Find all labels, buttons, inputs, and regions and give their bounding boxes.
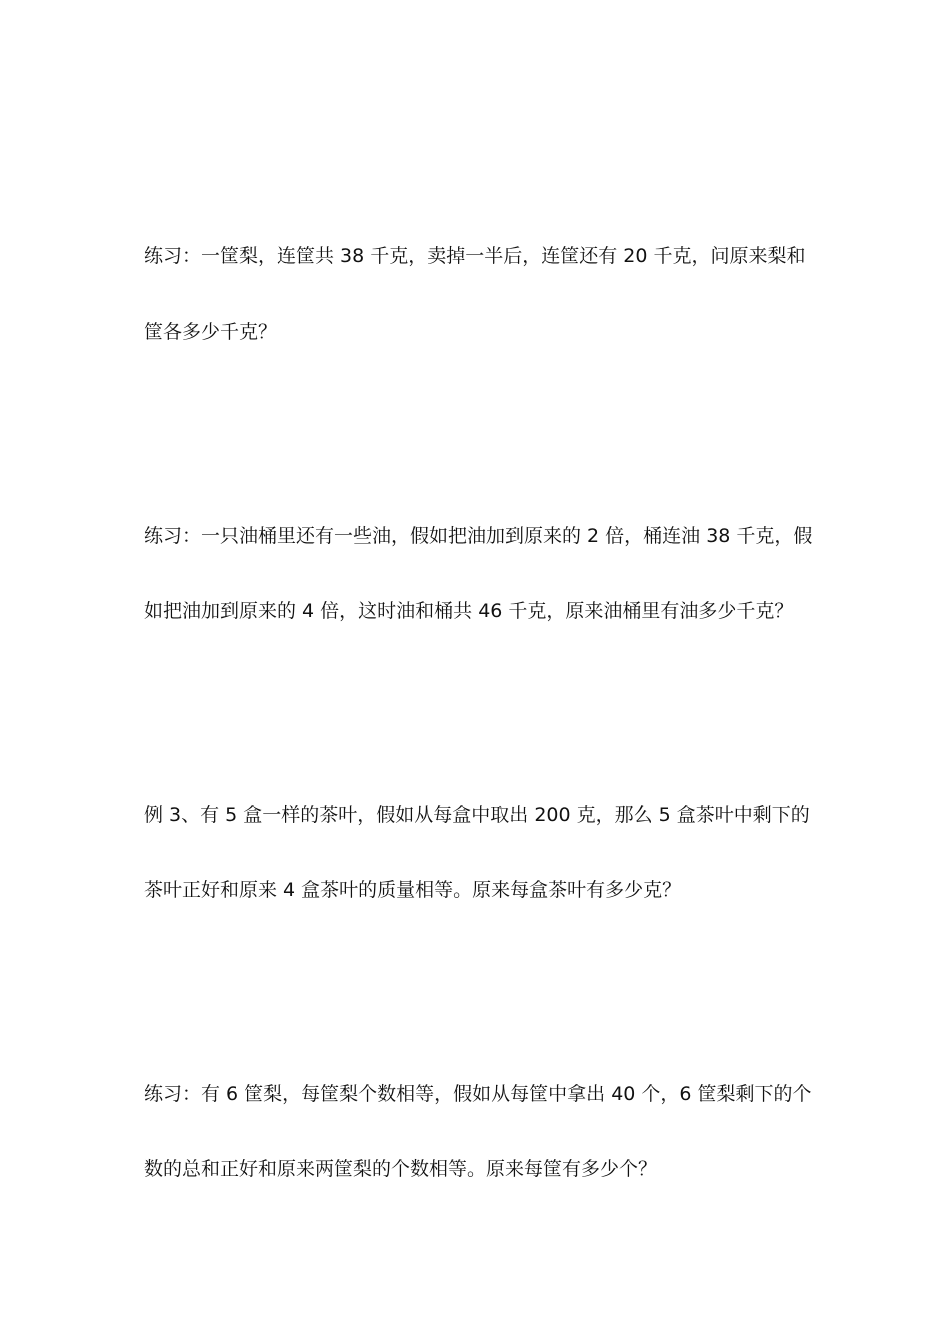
problem-2-line-2: 如把油加到原来的 4 倍，这时油和桶共 46 千克，原来油桶里有油多少千克？ — [144, 600, 794, 622]
example-3-line-2: 茶叶正好和原来 4 盒茶叶的质量相等。原来每盒茶叶有多少克？ — [144, 879, 682, 901]
problem-1-line-2: 筐各多少千克？ — [144, 321, 278, 343]
problem-4-line-1: 练习：有 6 筐梨，每筐梨个数相等，假如从每筐中拿出 40 个，6 筐梨剩下的个 — [144, 1083, 812, 1105]
example-3-line-1: 例 3、有 5 盒一样的茶叶，假如从每盒中取出 200 克，那么 5 盒茶叶中剩下的 — [144, 804, 810, 826]
problem-1-line-1: 练习：一筐梨，连筐共 38 千克，卖掉一半后，连筐还有 20 千克，问原来梨和 — [144, 245, 806, 267]
problem-2-line-1: 练习：一只油桶里还有一些油，假如把油加到原来的 2 倍，桶连油 38 千克，假 — [144, 525, 813, 547]
problem-4-line-2: 数的总和正好和原来两筐梨的个数相等。原来每筐有多少个？ — [144, 1158, 658, 1180]
